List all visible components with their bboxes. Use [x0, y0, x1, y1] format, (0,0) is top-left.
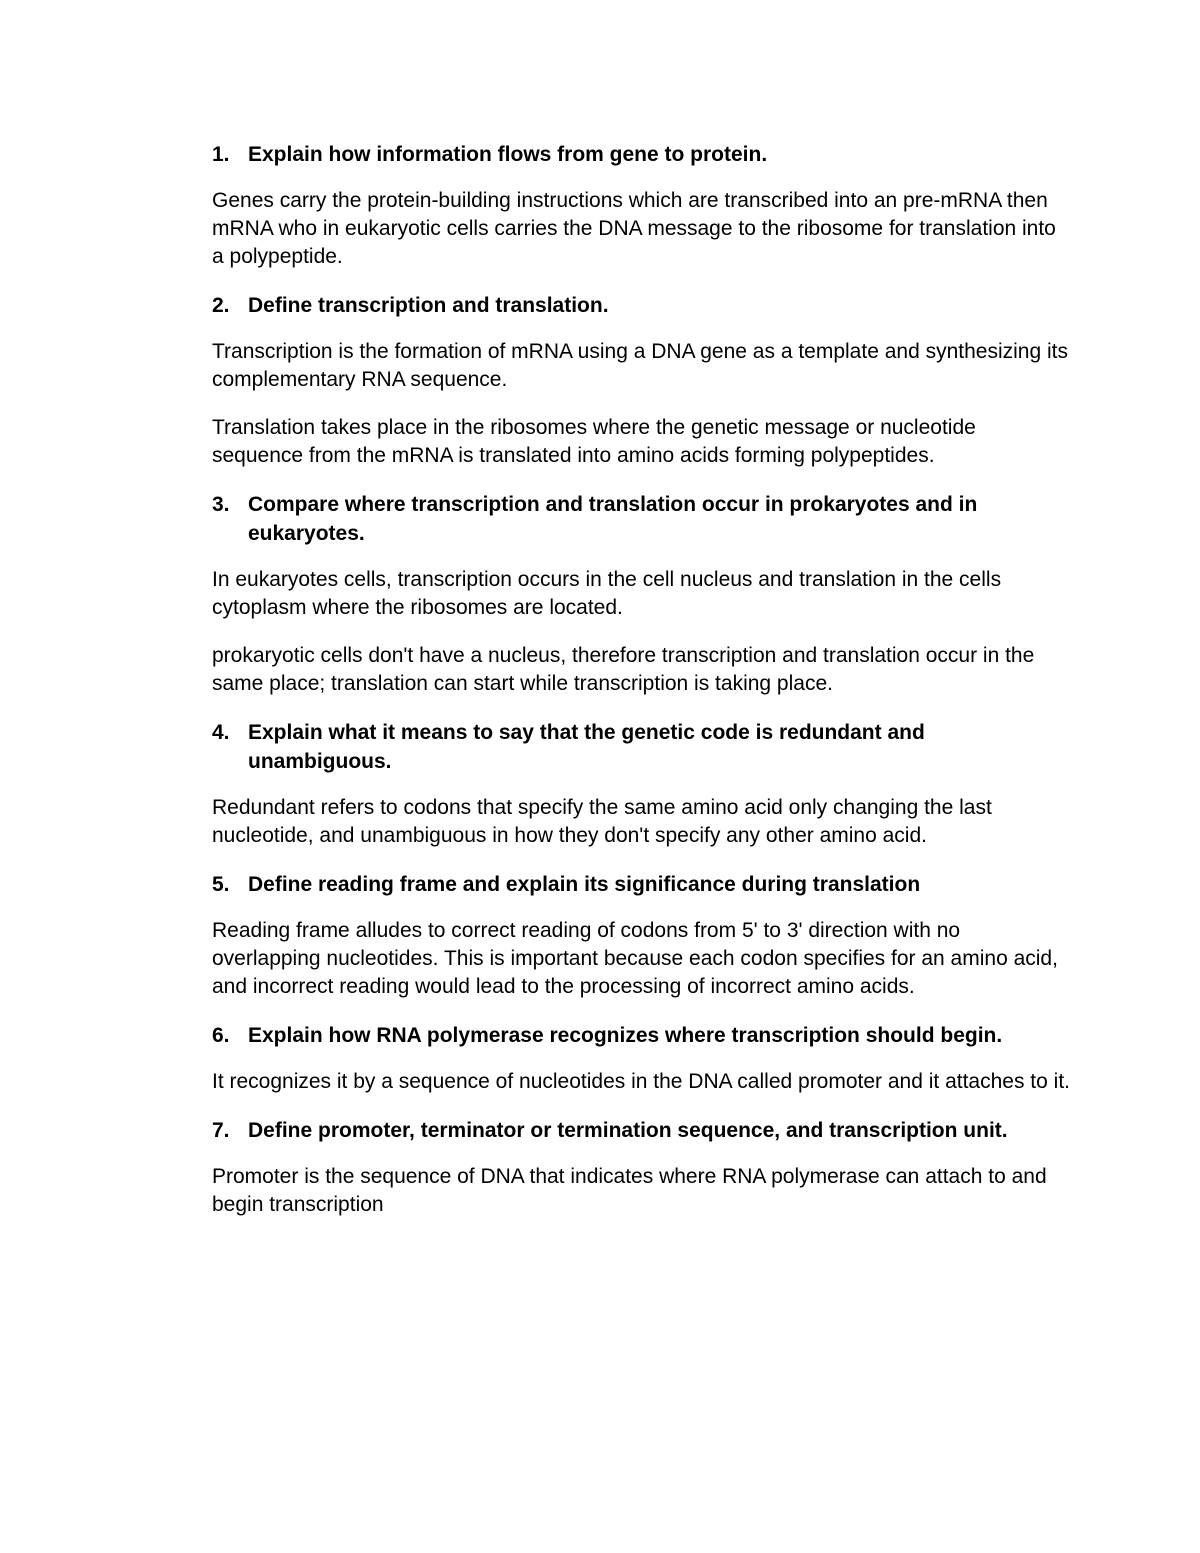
- answer-paragraph: Genes carry the protein-building instructions which are transcribed into an pre-mRNA then mRNA who in eukaryotic cells carries the DNA message to the ribosome for translation into a polypeptide.: [212, 189, 1056, 268]
- answer-paragraph: Translation takes place in the ribosomes where the genetic message or nucleotide sequence from the mRNA is translated into amino acids forming polypeptides.: [212, 416, 976, 467]
- question-number: 4.: [212, 721, 230, 744]
- question-text: Define transcription and translation.: [248, 294, 609, 317]
- question-text: Compare where transcription and translation occur in prokaryotes and in eukaryotes.: [248, 493, 978, 545]
- question-text: Explain how RNA polymerase recognizes where transcription should begin.: [248, 1024, 1003, 1047]
- answer-paragraph: Promoter is the sequence of DNA that indicates where RNA polymerase can attach to and begin transcription: [212, 1165, 1047, 1216]
- answer-paragraph: It recognizes it by a sequence of nucleotides in the DNA called promoter and it attaches to it.: [212, 1070, 1070, 1093]
- question-heading: [212, 1116, 1072, 1145]
- question-number: 1.: [212, 143, 230, 166]
- question-text: Define promoter, terminator or termination sequence, and transcription unit.: [248, 1119, 1008, 1142]
- question-number: 3.: [212, 493, 230, 516]
- question-text: Explain how information flows from gene to protein.: [248, 143, 768, 166]
- answer-paragraph: Redundant refers to codons that specify the same amino acid only changing the last nucleotide, and unambiguous in how they don't specify any other amino acid.: [212, 796, 992, 847]
- answer-paragraph: Reading frame alludes to correct reading of codons from 5' to 3' direction with no overlapping nucleotides. This is important because each codon specifies for an amino acid, and incorrect reading would lead to the processing of incorrect amino acids.: [212, 919, 1058, 998]
- question-heading: [212, 870, 1072, 899]
- question-heading: [212, 140, 1072, 169]
- document-content: [212, 140, 1072, 1239]
- question-number: 2.: [212, 294, 230, 317]
- question-heading: [212, 1021, 1072, 1050]
- question-number: 6.: [212, 1024, 230, 1047]
- question-text: Define reading frame and explain its significance during translation: [248, 873, 921, 896]
- question-heading: [212, 490, 1072, 548]
- question-heading: [212, 718, 1072, 776]
- answer-paragraph: Transcription is the formation of mRNA using a DNA gene as a template and synthesizing its complementary RNA sequence.: [212, 340, 1068, 391]
- answer-paragraph: prokaryotic cells don't have a nucleus, therefore transcription and translation occur in the same place; translation can start while transcription is taking place.: [212, 644, 1035, 695]
- question-heading: [212, 291, 1072, 320]
- question-text: Explain what it means to say that the genetic code is redundant and unambiguous.: [248, 721, 925, 773]
- question-number: 5.: [212, 873, 230, 896]
- question-number: 7.: [212, 1119, 230, 1142]
- answer-paragraph: In eukaryotes cells, transcription occurs in the cell nucleus and translation in the cells cytoplasm where the ribosomes are located.: [212, 568, 1002, 619]
